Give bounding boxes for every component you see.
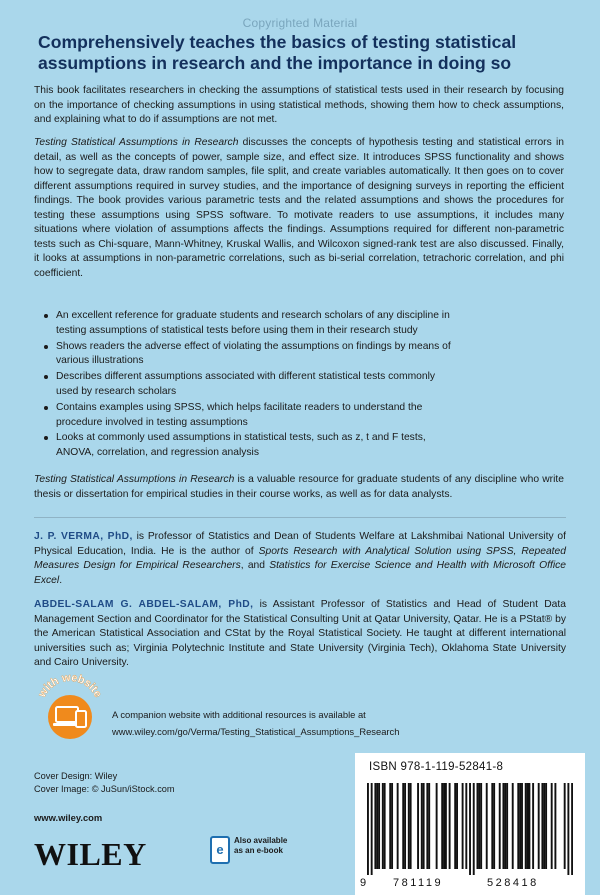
headline: Comprehensively teaches the basics of testing statistical assumptions in research and the importance in doing so (38, 32, 517, 73)
barcode-bar (426, 783, 428, 869)
svg-text:e: e (216, 842, 224, 857)
companion-text: A companion website with additional resources is available at (112, 709, 366, 720)
barcode-bar (473, 783, 475, 875)
barcode-bar (567, 783, 569, 875)
barcode-bar (527, 783, 529, 869)
author-bio-verma: J. P. VERMA, PhD, is Professor of Statistics and Dean of Students Welfare at Lakshmibai National University of Physical Education, India. He is the author of Sports Research with Analytical Solution using SPSS, Repeated Measures Design for Empirical Researchers, and Statistics for Exercise Science and Health with Microsoft Office Excel. (34, 531, 567, 586)
barcode-bar (480, 783, 482, 869)
companion-url[interactable]: www.wiley.com/go/Verma/Testing_Statistical_Assumptions_Research (112, 726, 400, 737)
barcode-bar (408, 783, 410, 869)
isbn-prefix-digit: 9 (360, 877, 367, 889)
barcode-bar (551, 783, 553, 869)
barcode-bar (499, 783, 501, 869)
companion-website-info (112, 706, 399, 740)
barcode-bar (543, 783, 545, 869)
barcode-bar (538, 783, 540, 869)
list-item: An excellent reference for graduate students and research scholars of any discipline in testing assumptions of statistical tests before using them in their research study (34, 309, 454, 339)
barcode-bar (449, 783, 451, 869)
summary-paragraph (34, 473, 564, 502)
bullet-icon (44, 314, 48, 318)
barcode-bar (512, 783, 514, 869)
isbn-label: ISBN 978-1-119-52841-8 (369, 761, 504, 773)
description-paragraph (34, 136, 564, 281)
barcode-bar (417, 783, 419, 869)
with-website-badge-icon (32, 671, 108, 747)
barcode-bar (378, 783, 380, 869)
barcode-bar (571, 783, 573, 875)
divider (34, 517, 566, 518)
barcode-panel (355, 753, 585, 895)
barcode-bar (456, 783, 458, 869)
ebook-availability: Also available as an e-book (234, 836, 288, 855)
cover-credits: Cover Design: Wiley Cover Image: © JuSun/iStock.com (34, 771, 175, 794)
barcode-bar (376, 783, 378, 869)
barcode-bar (469, 783, 471, 875)
barcode-bar (465, 783, 467, 869)
barcode-bar (391, 783, 393, 869)
barcode-bar (478, 783, 480, 869)
author-bio-abdel-salam: ABDEL-SALAM G. ABDEL-SALAM, PhD, is Assistant Professor of Statistics and Head of Student Data Management Section and Coordinator for the Statistical Consulting Unit at Qatar University, Qatar. He is a PStat® by the American Statistical Association and CStat by the Royal Statistical Society. He taught at different international universities such as; Virginia Polytechnic Institute and State University (Virginia Tech), Oklahoma State University and Cairo University. (34, 599, 566, 669)
barcode-bar (486, 783, 488, 869)
barcode-bar (402, 783, 404, 869)
barcode-bar (445, 783, 447, 869)
bullet-icon (44, 345, 48, 349)
feature-list (34, 309, 454, 462)
barcode-bar (491, 783, 493, 869)
barcode-bar (521, 783, 523, 869)
barcode-bar (502, 783, 504, 869)
barcode-bar (554, 783, 556, 869)
barcode-bar (443, 783, 445, 869)
barcode-bar (528, 783, 530, 869)
barcode-bar (367, 783, 369, 875)
book-title: Testing Statistical Assumptions in Research (34, 474, 235, 485)
isbn-left-digits: 781119 (393, 877, 444, 889)
bullet-icon (44, 375, 48, 379)
barcode-bar (504, 783, 506, 869)
author-name: ABDEL-SALAM G. ABDEL-SALAM, PhD, (34, 599, 254, 610)
watermark: Copyrighted Material (242, 16, 358, 30)
barcode-bar (389, 783, 391, 869)
barcode-bar (477, 783, 479, 869)
barcode-bar (428, 783, 430, 869)
barcode-bar (454, 783, 456, 869)
barcode-bar (564, 783, 566, 869)
isbn-right-digits: 528418 (487, 877, 539, 889)
book-title: Testing Statistical Assumptions in Research (34, 137, 239, 148)
barcode-bar (493, 783, 495, 869)
barcode-bar (506, 783, 508, 869)
barcode-bar (410, 783, 412, 869)
barcode-bar (519, 783, 521, 869)
barcode-bar (436, 783, 438, 869)
barcode (367, 783, 573, 875)
author-name: J. P. VERMA, PhD, (34, 531, 133, 542)
barcode-bar (462, 783, 464, 869)
barcode-bar (374, 783, 376, 869)
ebook-icon (210, 836, 230, 864)
list-item: Describes different assumptions associated with different statistical tests commonly used by research scholars (34, 370, 454, 400)
intro-paragraph: This book facilitates researchers in checking the assumptions of statistical tests used in their research by focusing on the importance of checking assumptions in using statistical methods, showing them how to check assumptions, and explaining what to do if assumptions are not met. (34, 85, 564, 125)
barcode-bar (421, 783, 423, 869)
summary-text: is a valuable resource for graduate students of any discipline who write thesis or dissertation for empirical studies in their course works, as well as for data analysts. (34, 474, 564, 500)
badge-label: with website (36, 671, 104, 700)
barcode-bar (384, 783, 386, 869)
bullet-icon (44, 406, 48, 410)
publisher-logo: WILEY (34, 836, 147, 872)
barcode-bar (517, 783, 519, 869)
list-item: Shows readers the adverse effect of violating the assumptions on findings by means of various illustrations (34, 340, 454, 370)
bullet-icon (44, 436, 48, 440)
barcode-bar (525, 783, 527, 869)
barcode-bar (382, 783, 384, 869)
barcode-bar (423, 783, 425, 869)
barcode-bar (532, 783, 534, 869)
list-item: Contains examples using SPSS, which helps facilitate readers to understand the procedure involved in testing assumptions (34, 401, 454, 431)
description-text: discusses the concepts of hypothesis testing and statistical errors in detail, as well as the concepts of power, sample size, and effect size. It introduces SPSS functionality and shows how to segregate data, draw random samples, file split, and create variables automatically. It then goes on to cover different assumptions required in survey studies, and the importance of designing surveys in reporting the efficient findings. The book provides various parametric tests and the related assumptions and shows the procedures for testing these assumptions using SPSS software. To motivate readers to use assumptions, it includes many situations where violation of assumptions affects the findings. Assumptions required for different non-parametric tests such as Chi-square, Mann-Whitney, Kruskal Wallis, and Wilcoxon signed-rank test are also discussed. Finally, it looks at assumptions in non-parametric correlations, such as bi-serial correlation, tetrachoric correlation, and phi coefficient. (34, 137, 564, 279)
list-item: Looks at commonly used assumptions in statistical tests, such as z, t and F tests, ANOVA, correlation, and regression analysis (34, 431, 454, 461)
barcode-bar (404, 783, 406, 869)
barcode-bar (545, 783, 547, 869)
barcode-bar (397, 783, 399, 869)
barcode-bar (541, 783, 543, 869)
barcode-bar (371, 783, 373, 875)
barcode-bar (441, 783, 443, 869)
publisher-website[interactable]: www.wiley.com (34, 812, 103, 823)
